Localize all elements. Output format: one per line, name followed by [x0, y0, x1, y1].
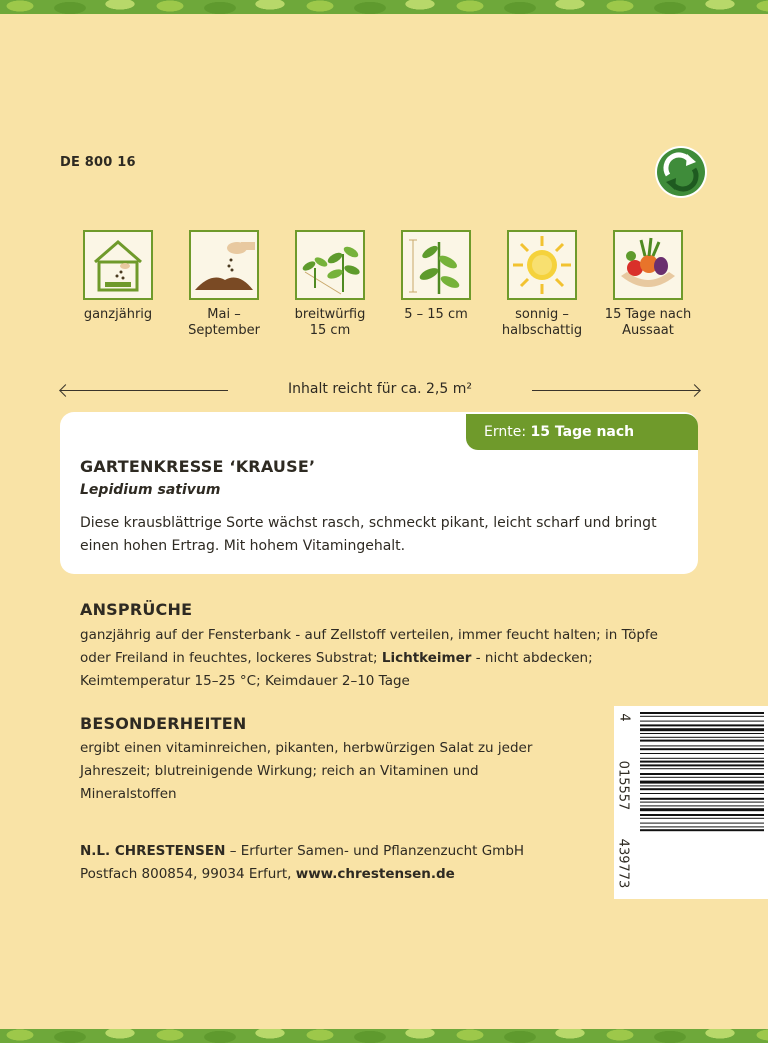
product-description: Diese krausblättrige Sorte wächst rasch, schmeckt pikant, leicht scharf und bringt einen hohen Ertrag. Mit hohem Vitamingehalt. — [80, 515, 657, 554]
icon-label-sowing-method: breitwürfig 15 cm — [294, 307, 366, 338]
barcode-digit-group-1: 4 — [616, 713, 632, 722]
barcode-bar — [640, 740, 764, 742]
harvest-value: 15 Tage nach Aussaat — [484, 424, 635, 476]
barcode-bar — [640, 728, 764, 731]
barcode-bar — [640, 808, 764, 811]
barcode-bar — [640, 724, 764, 726]
barcode-bar — [640, 716, 764, 717]
requirements-heading: ANSPRÜCHE — [80, 600, 193, 619]
icon-label-sowing-time: Mai – September — [188, 307, 260, 338]
article-number: DE 800 16 — [60, 155, 136, 170]
barcode-bar — [640, 712, 764, 714]
barcode-bar — [640, 773, 764, 775]
icon-cell-harvest — [593, 230, 703, 339]
latin-name: Lepidium sativum — [80, 482, 221, 498]
barcode-bar — [640, 802, 764, 803]
broadcast-sowing-icon — [297, 232, 363, 298]
icon-cell-season — [63, 230, 173, 323]
requirements-text — [80, 624, 670, 693]
plant-height-icon — [403, 232, 469, 298]
barcode-digit-group-3: 439773 — [615, 838, 631, 889]
arrow-right-line — [532, 390, 700, 391]
leaf-border-bottom — [0, 1029, 768, 1043]
icon-label-height: 5 – 15 cm — [404, 307, 468, 322]
sun-icon — [509, 232, 575, 298]
icon-cell-height — [381, 230, 491, 323]
barcode-digits — [615, 706, 636, 899]
barcode-bar — [640, 818, 764, 819]
publisher-company: N.L. CHRESTENSEN — [80, 843, 226, 859]
yield-text: Inhalt reicht für ca. 2,5 m² — [288, 381, 472, 397]
barcode-bar — [640, 737, 764, 738]
barcode-bar — [640, 814, 764, 816]
features-heading: BESONDERHEITEN — [80, 714, 247, 733]
icon-cell-sowing-time — [169, 230, 279, 339]
icon-label-harvest: 15 Tage nach Aussaat — [604, 307, 692, 338]
barcode-bar — [640, 761, 764, 763]
barcode-bar — [640, 768, 764, 769]
barcode-bar — [640, 823, 764, 824]
publisher-address: Postfach 800854, 99034 Erfurt, — [80, 866, 292, 882]
requirements-bold: Lichtkeimer — [381, 650, 472, 666]
house-sowing-icon — [85, 232, 151, 298]
barcode-bar — [640, 781, 764, 784]
barcode-bar — [640, 758, 764, 759]
publisher-block — [80, 840, 524, 886]
icon-cell-sowing-method — [275, 230, 385, 339]
icon-cell-location — [487, 230, 597, 339]
publisher-website[interactable]: www.chrestensen.de — [295, 866, 455, 882]
barcode-bar — [640, 753, 764, 754]
harvest-badge — [466, 414, 698, 476]
yield-row — [60, 380, 700, 402]
harvest-prefix: Ernte: — [484, 424, 527, 440]
barcode-bar — [640, 777, 764, 778]
green-dot-recycle-icon — [654, 145, 708, 199]
barcode-bar — [640, 745, 764, 746]
requirements-text-1: ganzjährig auf der Fensterbank - auf Zellstoff verteilen, immer feucht halten; in Töpfe oder Freiland in feuchtes, lockeres Substrat; — [80, 627, 658, 666]
barcode — [614, 706, 768, 899]
barcode-bar — [640, 733, 764, 734]
leaf-border-top — [0, 0, 768, 14]
barcode-bar — [640, 764, 764, 766]
barcode-digit-group-2: 015557 — [615, 760, 631, 811]
barcode-bar — [640, 826, 764, 827]
publisher-company-rest: – Erfurter Samen- und Pflanzenzucht GmbH — [229, 843, 525, 859]
requirements-text-2: - nicht abdecken; Keimtemperatur 15–25 °C; Keimdauer 2–10 Tage — [80, 650, 593, 689]
barcode-bar — [640, 798, 764, 800]
hand-soil-sowing-icon — [191, 232, 257, 298]
features-text: ergibt einen vitaminreichen, pikanten, herbwürzigen Salat zu jeder Jahreszeit; blutreinigende Wirkung; reich an Vitaminen und Mineralstoffen — [80, 740, 533, 802]
harvest-basket-icon — [615, 232, 681, 298]
barcode-bar — [640, 785, 764, 786]
barcode-bar — [640, 829, 764, 831]
barcode-bars — [614, 706, 768, 899]
barcode-bar — [640, 721, 764, 722]
barcode-bar — [640, 788, 764, 790]
product-title: GARTENKRESSE ‘KRAUSE’ — [80, 457, 316, 476]
icon-label-season: ganzjährig — [83, 307, 153, 322]
barcode-bar — [640, 793, 764, 794]
barcode-bar — [640, 805, 764, 806]
icon-label-location: sonnig – halbschattig — [501, 307, 583, 338]
barcode-bar — [640, 748, 764, 750]
